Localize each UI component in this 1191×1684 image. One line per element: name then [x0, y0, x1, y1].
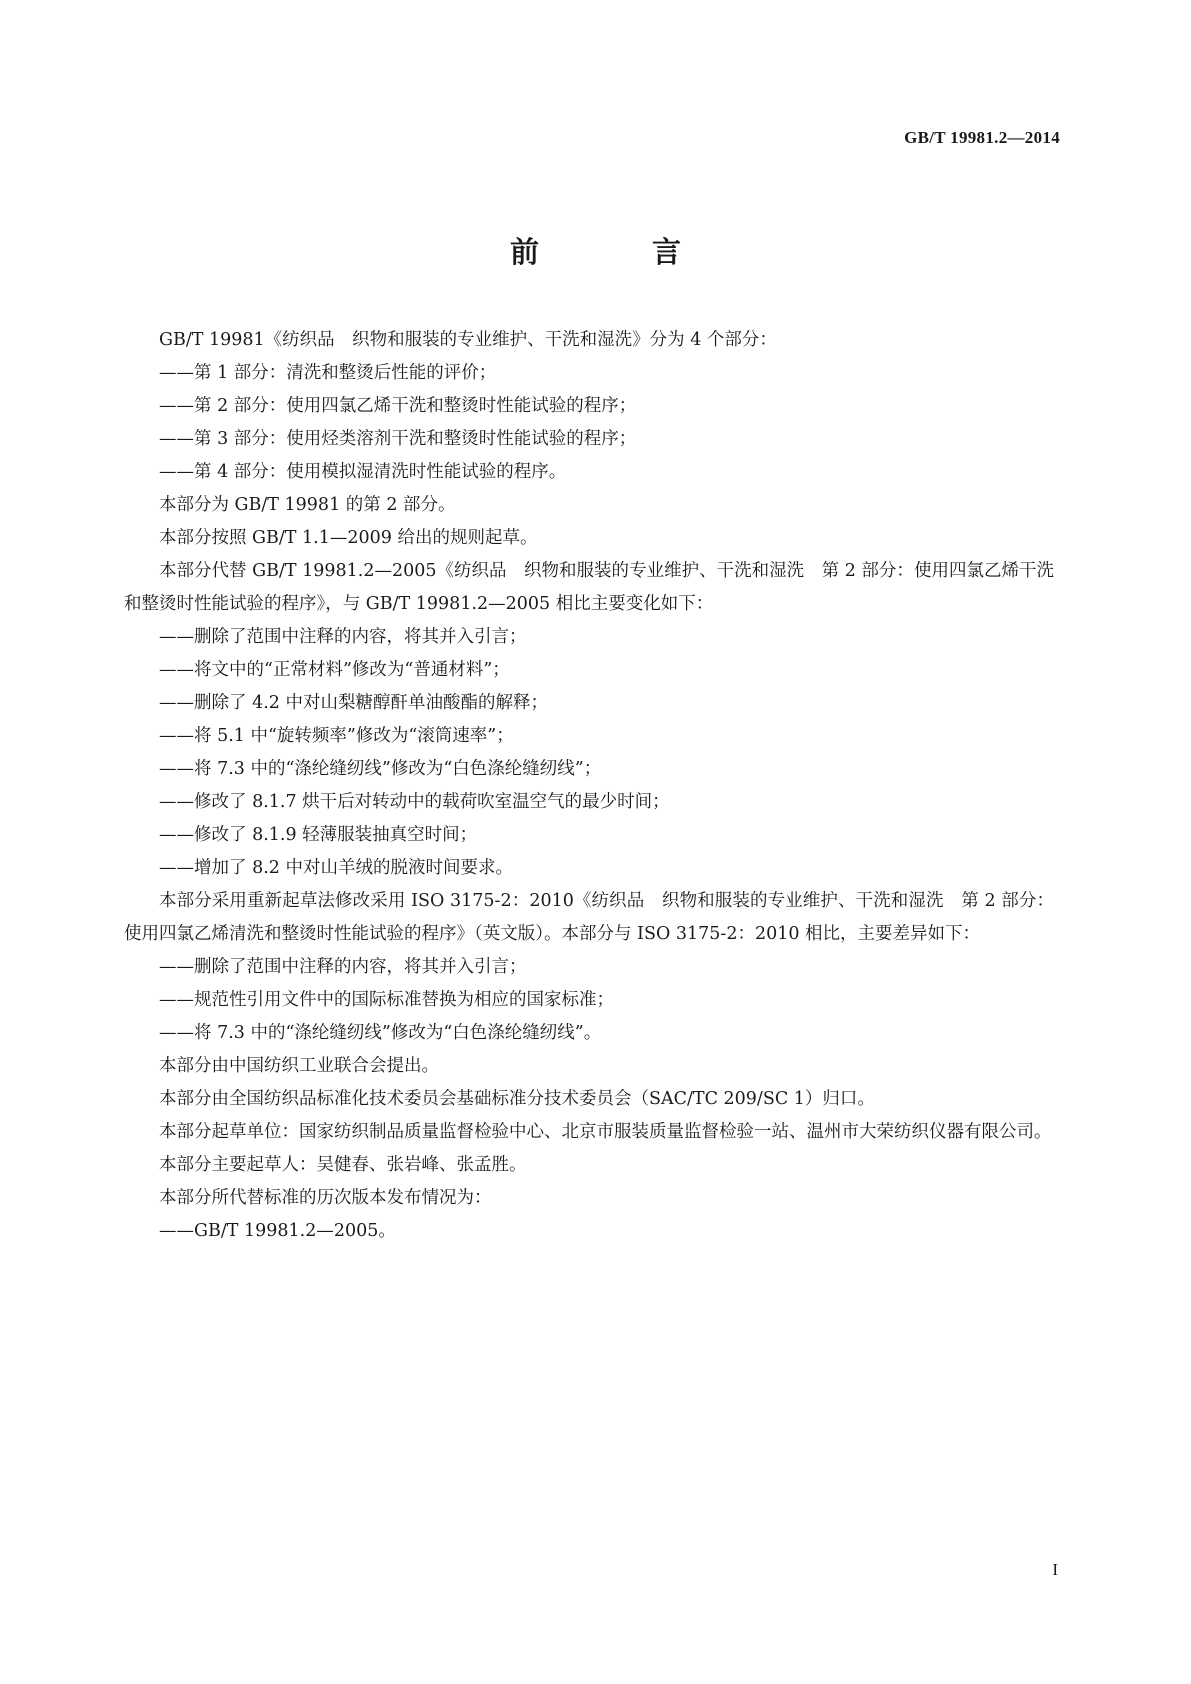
page-title: 前 言 [509, 235, 723, 269]
list-item: ——第 4 部分：使用模拟湿清洗时性能试验的程序。 [159, 462, 567, 482]
document-body [124, 324, 1054, 1248]
list-item: ——将 7.3 中的“涤纶缝纫线”修改为“白色涤纶缝纫线”。 [159, 1023, 602, 1043]
paragraph: 本部分起草单位：国家纺织制品质量监督检验中心、北京市服装质量监督检验一站、温州市大荣纺织仪器有限公司。 [159, 1122, 1052, 1142]
list-item: ——第 2 部分：使用四氯乙烯干洗和整烫时性能试验的程序； [159, 396, 637, 416]
list-item: ——删除了范围中注释的内容，将其并入引言； [159, 957, 527, 977]
paragraph: 本部分主要起草人：吴健春、张岩峰、张孟胜。 [159, 1155, 527, 1175]
list-item: ——将文中的“正常材料”修改为“普通材料”； [159, 660, 510, 680]
list-item: ——修改了 8.1.9 轻薄服装抽真空时间； [159, 825, 478, 845]
paragraph: 本部分采用重新起草法修改采用 ISO 3175-2：2010《纺织品 织物和服装的专业维护、干洗和湿洗 第 2 部分：使用四氯乙烯清洗和整烫时性能试验的程序》（英文版）。本部分与 ISO 3175-2：2010 相比，主要差异如下： [124, 891, 1054, 944]
page-number: I [1052, 1560, 1058, 1579]
list-item: ——将 7.3 中的“涤纶缝纫线”修改为“白色涤纶缝纫线”； [159, 759, 602, 779]
list-item: ——第 3 部分：使用烃类溶剂干洗和整烫时性能试验的程序； [159, 429, 637, 449]
list-item: ——GB/T 19981.2—2005。 [159, 1221, 396, 1241]
paragraph: 本部分为 GB/T 19981 的第 2 部分。 [159, 495, 456, 515]
paragraph: 本部分所代替标准的历次版本发布情况为： [159, 1188, 492, 1208]
list-item: ——删除了 4.2 中对山梨糖醇酐单油酸酯的解释； [159, 693, 548, 713]
standard-code: GB/T 19981.2—2014 [904, 128, 1060, 147]
paragraph: 本部分由中国纺织工业联合会提出。 [159, 1056, 439, 1076]
list-item: ——增加了 8.2 中对山羊绒的脱液时间要求。 [159, 858, 513, 878]
list-item: ——修改了 8.1.7 烘干后对转动中的载荷吹室温空气的最少时间； [159, 792, 670, 812]
paragraph: 本部分由全国纺织品标准化技术委员会基础标准分技术委员会（SAC/TC 209/SC 1）归口。 [159, 1089, 875, 1109]
paragraph: 本部分按照 GB/T 1.1—2009 给出的规则起草。 [159, 528, 538, 548]
list-item: ——删除了范围中注释的内容，将其并入引言； [159, 627, 527, 647]
list-item: ——第 1 部分：清洗和整烫后性能的评价； [159, 363, 497, 383]
paragraph: GB/T 19981《纺织品 织物和服装的专业维护、干洗和湿洗》分为 4 个部分： [159, 330, 777, 350]
paragraph: 本部分代替 GB/T 19981.2—2005《纺织品 织物和服装的专业维护、干洗和湿洗 第 2 部分：使用四氯乙烯干洗和整烫时性能试验的程序》，与 GB/T 19981.2—2005 相比主要变化如下： [124, 561, 1054, 614]
list-item: ——规范性引用文件中的国际标准替换为相应的国家标准； [159, 990, 614, 1010]
list-item: ——将 5.1 中“旋转频率”修改为“滚筒速率”； [159, 726, 514, 746]
